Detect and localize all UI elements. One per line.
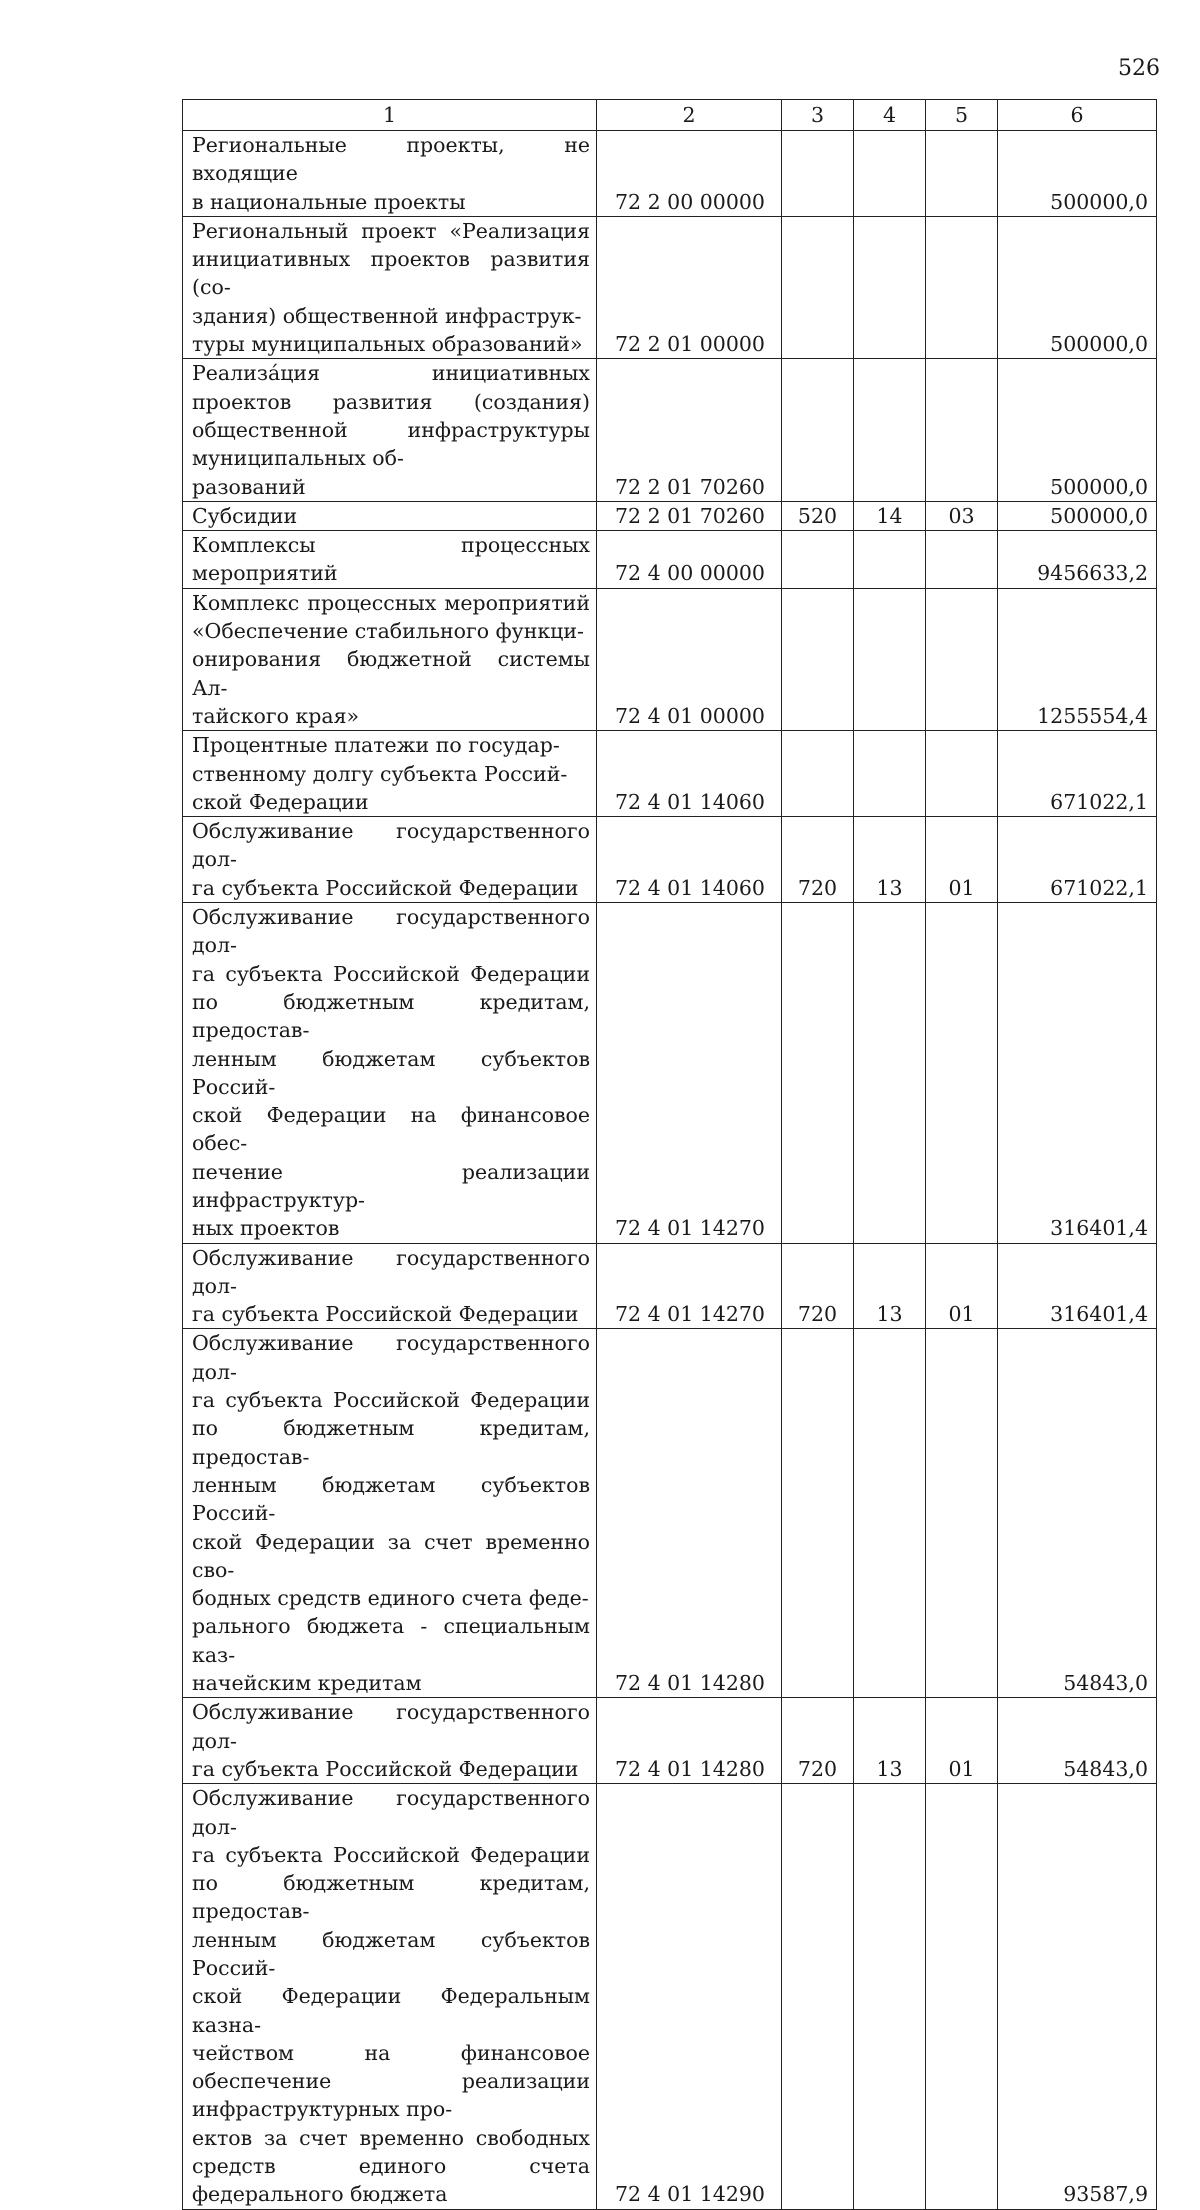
row-name: Обслуживание государственного дол- га субъекта Российской Федерации: [183, 817, 597, 903]
row-name: Обслуживание государственного дол- га субъекта Российской Федерации по бюджетным кредитам, предостав- ленным бюджетам субъектов Россий- ской Федерации Федеральным казна- чейством на финансовое обеспечение реализации инфраструктурных про- ектов за счет временно свободных средств единого счета федерального бюджета: [183, 1784, 597, 2209]
header-cell-6: 6: [998, 100, 1157, 131]
row-col4: 14: [854, 501, 926, 530]
row-code: 72 4 00 00000: [597, 531, 782, 589]
table-row: [183, 588, 1157, 730]
row-col4: [854, 216, 926, 358]
row-amount: 9456633,2: [998, 531, 1157, 589]
row-col4: 13: [854, 1243, 926, 1329]
row-code: 72 2 00 00000: [597, 131, 782, 217]
row-col5: 01: [926, 817, 998, 903]
row-col3: [782, 359, 854, 501]
row-code: 72 4 01 14060: [597, 817, 782, 903]
row-name: Обслуживание государственного дол- га субъекта Российской Федерации: [183, 1698, 597, 1784]
row-col3: 720: [782, 1698, 854, 1784]
row-col3: [782, 731, 854, 817]
row-name: Обслуживание государственного дол- га субъекта Российской Федерации по бюджетным кредитам, предостав- ленным бюджетам субъектов Россий- ской Федерации за счет временно сво- бодных средств единого счета феде- рального бюджета - специальным каз- начейским кредитам: [183, 1329, 597, 1698]
row-col4: [854, 531, 926, 589]
table-row: [183, 817, 1157, 903]
row-name: Комплекс процессных мероприятий «Обеспечение стабильного функци- онирования бюджетной системы Ал- тайского края»: [183, 588, 597, 730]
row-col4: 13: [854, 1698, 926, 1784]
row-amount: 1255554,4: [998, 588, 1157, 730]
row-col4: [854, 731, 926, 817]
row-col4: [854, 1329, 926, 1698]
row-amount: 316401,4: [998, 903, 1157, 1244]
row-col3: 720: [782, 1243, 854, 1329]
row-code: 72 2 01 00000: [597, 216, 782, 358]
row-code: 72 2 01 70260: [597, 501, 782, 530]
table-row: [183, 131, 1157, 217]
row-col5: 01: [926, 1243, 998, 1329]
table-row: [183, 1329, 1157, 1698]
row-name: Обслуживание государственного дол- га субъекта Российской Федерации по бюджетным кредитам, предостав- ленным бюджетам субъектов Россий- ской Федерации на финансовое обес- печение реализации инфраструктур- ных проектов: [183, 903, 597, 1244]
table-row: [183, 531, 1157, 589]
budget-table: [182, 99, 1157, 2210]
table-body: [183, 131, 1157, 2210]
row-col5: [926, 903, 998, 1244]
row-col4: [854, 1784, 926, 2209]
page-number: 526: [1118, 56, 1160, 81]
row-amount: 500000,0: [998, 501, 1157, 530]
row-amount: 316401,4: [998, 1243, 1157, 1329]
row-code: 72 4 01 14060: [597, 731, 782, 817]
row-amount: 54843,0: [998, 1698, 1157, 1784]
row-code: 72 4 01 14270: [597, 903, 782, 1244]
row-col3: [782, 588, 854, 730]
table-row: [183, 1243, 1157, 1329]
row-code: 72 4 01 14280: [597, 1698, 782, 1784]
table-header: [183, 100, 1157, 131]
row-code: 72 4 01 14270: [597, 1243, 782, 1329]
row-col3: [782, 1329, 854, 1698]
table-row: [183, 501, 1157, 530]
row-col5: [926, 1784, 998, 2209]
row-amount: 500000,0: [998, 359, 1157, 501]
row-col5: [926, 731, 998, 817]
table-row: [183, 216, 1157, 358]
row-name: Процентные платежи по государ- ственному долгу субъекта Россий- ской Федерации: [183, 731, 597, 817]
table-row: [183, 903, 1157, 1244]
row-name: Субсидии: [183, 501, 597, 530]
header-row: [183, 100, 1157, 131]
row-col3: [782, 131, 854, 217]
row-col3: 720: [782, 817, 854, 903]
row-col3: [782, 531, 854, 589]
row-col5: [926, 531, 998, 589]
row-col3: 520: [782, 501, 854, 530]
row-col5: [926, 588, 998, 730]
row-col5: [926, 131, 998, 217]
row-col4: [854, 359, 926, 501]
row-name: Реализа́ция инициативных проектов развития (создания) общественной инфраструктуры муниципальных об- разований: [183, 359, 597, 501]
row-col5: 03: [926, 501, 998, 530]
row-name: Региональные проекты, не входящие в национальные проекты: [183, 131, 597, 217]
row-amount: 500000,0: [998, 216, 1157, 358]
row-col3: [782, 903, 854, 1244]
table-row: [183, 359, 1157, 501]
row-amount: 671022,1: [998, 731, 1157, 817]
row-col5: [926, 216, 998, 358]
row-col4: [854, 903, 926, 1244]
row-col4: 13: [854, 817, 926, 903]
row-amount: 54843,0: [998, 1329, 1157, 1698]
row-code: 72 4 01 00000: [597, 588, 782, 730]
row-name: Обслуживание государственного дол- га субъекта Российской Федерации: [183, 1243, 597, 1329]
row-col3: [782, 1784, 854, 2209]
row-code: 72 2 01 70260: [597, 359, 782, 501]
row-amount: 93587,9: [998, 1784, 1157, 2209]
header-cell-4: 4: [854, 100, 926, 131]
table-row: [183, 1698, 1157, 1784]
header-cell-5: 5: [926, 100, 998, 131]
row-col5: [926, 359, 998, 501]
row-code: 72 4 01 14280: [597, 1329, 782, 1698]
row-amount: 500000,0: [998, 131, 1157, 217]
row-col5: [926, 1329, 998, 1698]
table-row: [183, 731, 1157, 817]
table-row: [183, 1784, 1157, 2209]
header-cell-2: 2: [597, 100, 782, 131]
row-amount: 671022,1: [998, 817, 1157, 903]
row-col5: 01: [926, 1698, 998, 1784]
row-col4: [854, 131, 926, 217]
row-name: Комплексы процессных мероприятий: [183, 531, 597, 589]
header-cell-1: 1: [183, 100, 597, 131]
row-code: 72 4 01 14290: [597, 1784, 782, 2209]
header-cell-3: 3: [782, 100, 854, 131]
row-col3: [782, 216, 854, 358]
row-col4: [854, 588, 926, 730]
row-name: Региональный проект «Реализация инициативных проектов развития (со- здания) общественной инфраструк- туры муниципальных образований»: [183, 216, 597, 358]
